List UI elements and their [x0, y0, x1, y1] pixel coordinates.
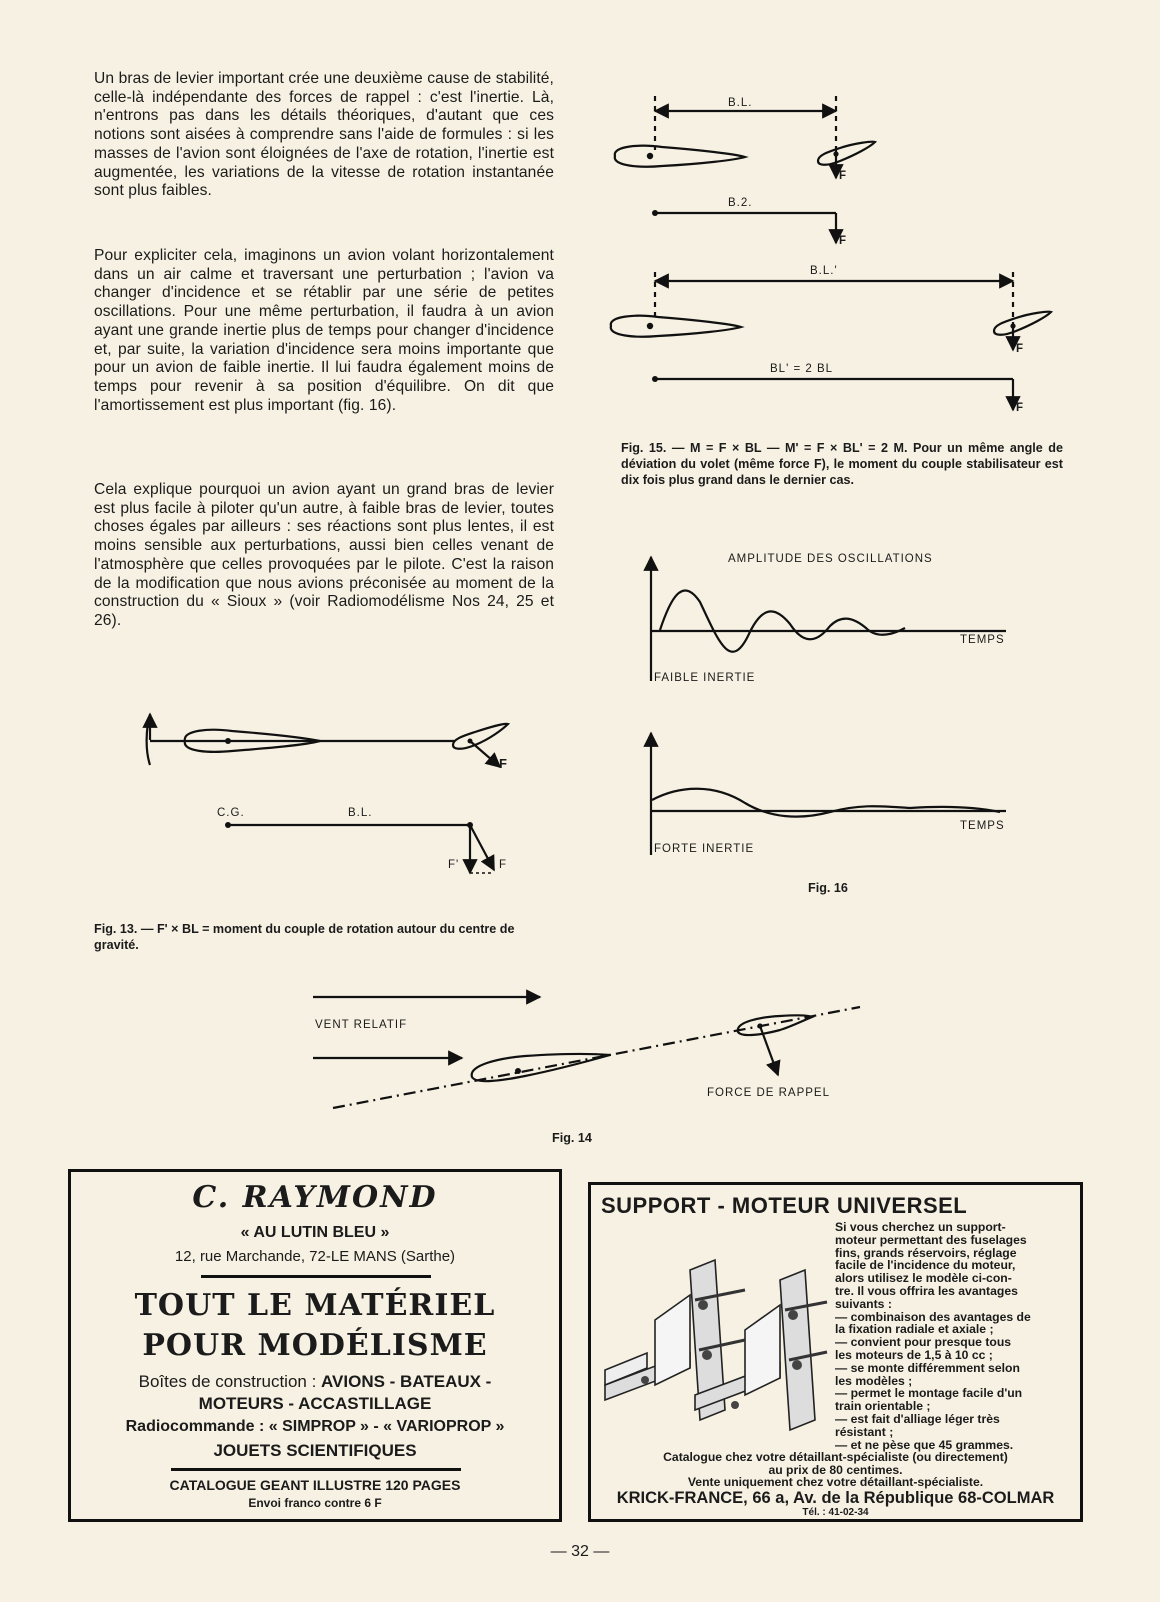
ad-raymond-shop: « AU LUTIN BLEU »	[240, 1224, 390, 1241]
ad-raymond-kits-2: MOTEURS - ACCASTILLAGE	[198, 1394, 432, 1413]
ad-krick-line: suivants :	[835, 1296, 892, 1311]
fig15-diagram-2	[655, 213, 836, 243]
fig16-graph-faible	[651, 557, 1006, 681]
ad-krick-line: Si vous cherchez un support-	[835, 1220, 1006, 1234]
ad-raymond-kits-prefix: Boîtes de construction :	[138, 1372, 322, 1391]
fig15-b2-label: B.2.	[728, 197, 753, 209]
page-number: — 32 —	[550, 1543, 610, 1560]
fig15-f-label-2: F	[839, 235, 848, 247]
fig15-caption: Fig. 15. — M = F × BL — M' = F × BL' = 2 M. Pour un même angle de déviation du volet (même force F), le moment du couple stabilisateur est dix fois plus grand dans le dernier cas.	[621, 441, 1063, 487]
ad-raymond-name: C. RAYMOND	[192, 1180, 438, 1215]
fig14-caption: Fig. 14	[552, 1131, 592, 1145]
fig13-bl-label: B.L.	[348, 807, 373, 819]
fig16-temps-1: TEMPS	[960, 634, 1005, 646]
fig15-bl-label: B.L.	[728, 97, 753, 109]
ad-krick-line: tre. Il vous offrira les avantages	[835, 1283, 1018, 1298]
paragraph-3: Cela explique pourquoi un avion ayant un grand bras de levier est plus facile à piloter qu'un autre, à faible bras de levier, toutes choses égales par ailleurs : ses réactions sont plus lentes, il est moins sensible aux perturbations, aussi bien celles venant de l'atmosphère que celles provoquées par le pilote. C'est la raison de la modification que nous avions préconisée au moment de la construction du « Sioux » (voir Radiomodélisme Nos 24, 25 et 26).	[94, 481, 554, 629]
ad-raymond-radio: Radiocommande : « SIMPROP » - « VARIOPROP »	[125, 1418, 505, 1435]
fig15-bl-prime-label: B.L.'	[810, 265, 838, 277]
ad-raymond-headline-1: TOUT LE MATÉRIEL	[134, 1288, 496, 1323]
ad-raymond-catalogue: CATALOGUE GEANT ILLUSTRE 120 PAGES	[169, 1477, 461, 1493]
ad-krick-title: SUPPORT - MOTEUR UNIVERSEL	[601, 1193, 968, 1218]
fig14-vent-label: VENT RELATIF	[315, 1019, 408, 1031]
ad-raymond-address: 12, rue Marchande, 72-LE MANS (Sarthe)	[174, 1248, 456, 1265]
ad-krick-line: les modèles ;	[835, 1373, 913, 1388]
ad-raymond-rule-1	[201, 1275, 431, 1278]
fig13-f-bottom: F	[499, 859, 508, 871]
paragraph-2: Pour expliciter cela, imaginons un avion volant horizontalement dans un air calme et traversant une perturbation ; l'avion va changer d'incidence et se rétablir par une série de petites oscillations. Pour une même perturbation, il faudra à un avion ayant une grande inertie plus de temps pour changer d'incidence et, par suite, la variation d'incidence sera moins importante que pour un avion de faible inertie. Il lui faudra également moins de temps pour revenir à sa position d'équilibre. On dit que l'amortissement est plus important (fig. 16).	[94, 247, 554, 414]
ad-raymond-toys: JOUETS SCIENTIFIQUES	[213, 1441, 417, 1460]
fig15-f-label-1: F	[839, 170, 848, 182]
ad-krick-line: fins, grands réservoirs, réglage	[835, 1245, 1017, 1260]
ad-krick-vente: Vente uniquement chez votre détaillant-spécialiste.	[687, 1475, 984, 1489]
ad-krick-line: — et ne pèse que 45 grammes.	[835, 1437, 1014, 1452]
fig15-diagram-3	[611, 272, 1051, 350]
fig13-f-top: F	[499, 756, 508, 771]
ad-krick-line: — combinaison des avantages de	[835, 1309, 1031, 1324]
fig16-temps-2: TEMPS	[960, 820, 1005, 832]
ad-krick-line: — convient pour presque tous	[835, 1335, 1012, 1350]
fig15-f-label-3: F	[1016, 343, 1025, 355]
ad-krick	[588, 1182, 1083, 1522]
motor-mount-illustration	[595, 1235, 835, 1455]
ad-krick-company: KRICK-FRANCE, 66 a, Av. de la République 68-COLMAR	[616, 1489, 1055, 1507]
ad-raymond	[68, 1169, 562, 1522]
fig14-force-label: FORCE DE RAPPEL	[707, 1087, 830, 1099]
fig13-cg-label: C.G.	[217, 807, 245, 819]
ad-krick-line: alors utilisez le modèle ci-con-	[835, 1271, 1012, 1286]
ad-krick-line: train orientable ;	[835, 1399, 931, 1414]
ad-raymond-kits	[71, 1372, 559, 1392]
fig13-f-prime: F'	[448, 859, 460, 871]
ad-krick-line: résistant ;	[835, 1424, 894, 1439]
ad-raymond-kits-list: AVIONS - BATEAUX -	[321, 1372, 492, 1391]
fig15-f-label-4: F	[1016, 402, 1025, 414]
fig15-diagram-4	[655, 379, 1013, 410]
ad-raymond-headline-2: POUR MODÉLISME	[142, 1328, 488, 1363]
ad-krick-tel: Tél. : 41-02-34	[802, 1507, 869, 1518]
fig16-faible-label: FAIBLE INERTIE	[654, 672, 756, 684]
fig13-caption: Fig. 13. — F' × BL = moment du couple de rotation autour du centre de gravité.	[94, 922, 515, 952]
ad-raymond-envoi: Envoi franco contre 6 F	[248, 1496, 382, 1510]
paragraph-1: Un bras de levier important crée une deuxième cause de stabilité, celle-là indépendante des forces de rappel : c'est l'inertie. Là, n'entrons pas dans les détails théoriques, d'autant que ces notions sont aisées à comprendre sans l'aide de formules : si les masses de l'avion sont éloignées de l'axe de rotation, l'inertie est augmentée, les variations de la vitesse de rotation instantanée sont plus faibles.	[94, 70, 554, 200]
ad-krick-line: — permet le montage facile d'un	[835, 1386, 1023, 1401]
ad-krick-line: — est fait d'alliage léger très	[835, 1411, 1000, 1426]
ad-krick-line: les moteurs de 1,5 à 10 cc ;	[835, 1347, 993, 1362]
ad-krick-catalogue-2: au prix de 80 centimes.	[768, 1463, 903, 1477]
ad-krick-line: moteur permettant des fuselages	[835, 1232, 1027, 1247]
ad-krick-body	[835, 1221, 1073, 1451]
ad-krick-line: — se monte différemment selon	[835, 1360, 1020, 1375]
fig15-bl-eq-label: BL' = 2 BL	[770, 363, 834, 375]
ad-krick-catalogue-1: Catalogue chez votre détaillant-spécialiste (ou directement)	[663, 1450, 1008, 1464]
fig16-title: AMPLITUDE DES OSCILLATIONS	[728, 553, 933, 565]
ad-krick-line: facile de l'incidence du moteur,	[835, 1258, 1016, 1273]
fig13-diagram	[147, 714, 508, 873]
ad-raymond-rule-2	[171, 1468, 461, 1471]
fig16-forte-label: FORTE INERTIE	[654, 843, 755, 855]
ad-krick-line: la fixation radiale et axiale ;	[835, 1322, 994, 1337]
fig16-caption: Fig. 16	[808, 881, 848, 895]
fig16-graph-forte	[651, 733, 1006, 855]
